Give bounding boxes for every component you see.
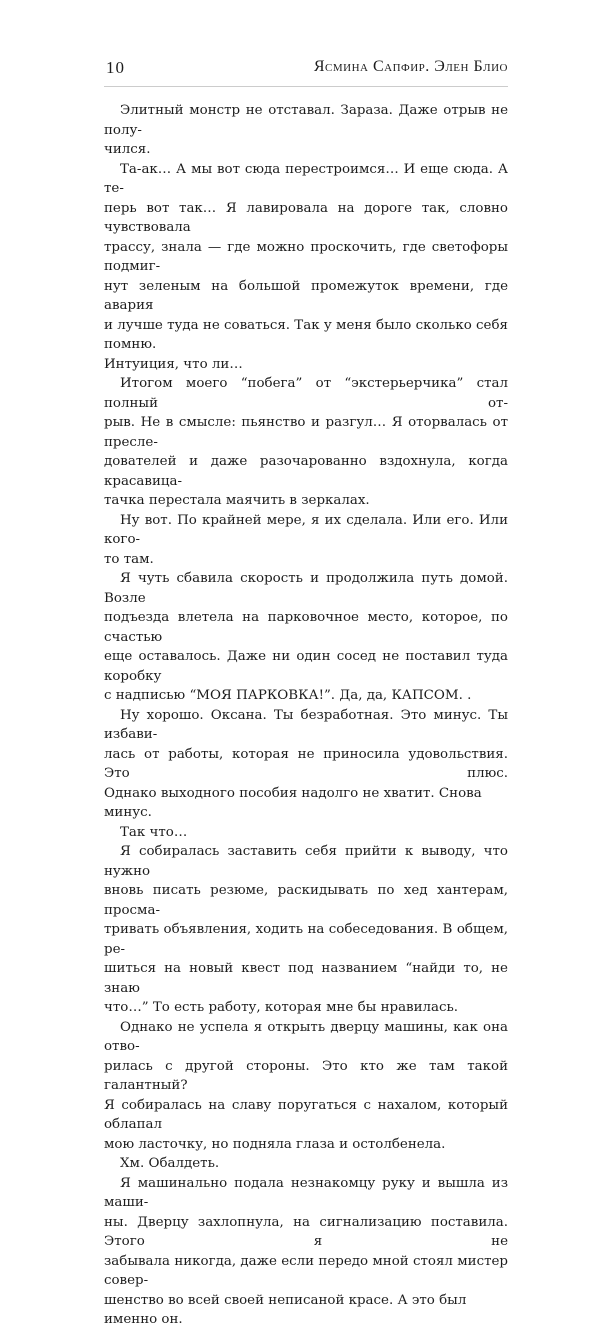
text-line: чился. [104,142,151,157]
text-line: перь вот так… Я лавировала на дороге так, словно чувствовала [104,200,508,235]
text-line: Я собиралась на славу поругаться с нахалом, который облапал [104,1097,508,1132]
text-line: шиться на новый квест под названием “найди то, не знаю [104,961,508,996]
paragraph [104,374,508,511]
text-line: Я чуть сбавила скорость и продолжила путь домой. Возле [104,571,508,606]
text-line: шенство во всей своей неписаной красе. А это был именно он. [104,1292,467,1327]
header-divider [104,86,508,87]
text-line: Элитный монстр не отставал. Зараза. Даже отрыв не полу- [104,103,508,138]
text-line: Однако выходного пособия надолго не хватит. Снова минус. [104,785,482,820]
page-number: 10 [106,58,125,77]
text-line: Ну хорошо. Оксана. Ты безработная. Это минус. Ты избави- [104,707,508,742]
text-line: тривать объявления, ходить на собеседования. В общем, ре- [104,922,508,957]
text-line: вновь писать резюме, раскидывать по хед хантерам, просма- [104,883,508,918]
text-line: Та-ак… А мы вот сюда перестроимся… И еще сюда. А те- [104,161,508,196]
text-line: то там. [104,551,154,567]
text-line: трассу, знала — где можно проскочить, где светофоры подмиг- [104,239,508,274]
text-line: Я машинально подала незнакомцу руку и вышла из маши- [104,1175,508,1210]
text-line: Итогом моего “побега” от “экстерьерчика” стал полный от- [104,376,508,411]
body-text [104,101,508,1330]
paragraph [104,1018,508,1155]
paragraph [104,1154,508,1174]
paragraph [104,706,508,823]
book-authors: Ясмина Сапфир. Элен Блио [313,58,508,75]
text-line: Так что… [120,824,188,840]
text-line: подъезда влетела на парковочное место, которое, по счастью [104,610,508,645]
running-head [106,58,508,80]
text-line: мою ласточку, но подняла глаза и остолбенела. [104,1136,446,1152]
text-line: еще оставалось. Даже ни один сосед не поставил туда коробку [104,649,508,684]
text-line: тачка перестала маячить в зеркалах. [104,493,370,508]
paragraph [104,160,508,375]
text-line: Хм. Обалдеть. [120,1156,220,1171]
text-line: рилась с другой стороны. Это кто же там такой галантный? [104,1058,508,1093]
text-line: рыв. Не в смысле: пьянство и разгул… Я оторвалась от пресле- [104,415,508,450]
text-line: Ну вот. По крайней мере, я их сделала. Или его. Или кого- [104,512,508,547]
text-line: Однако не успела я открыть дверцу машины, как она отво- [104,1019,508,1054]
paragraph [104,1174,508,1330]
paragraph [104,511,508,570]
text-line: Я собиралась заставить себя прийти к выводу, что нужно [104,844,508,879]
text-line: ны. Дверцу захлопнула, на сигнализацию поставила. Этого я не [104,1214,508,1249]
paragraph [104,842,508,1018]
paragraph [104,823,508,843]
text-line: что…” То есть работу, которая мне бы нравилась. [104,1000,459,1015]
text-line: с надписью “МОЯ ПАРКОВКА!”. Да, да, КАПСОМ. . [104,688,472,703]
text-line: дователей и даже разочарованно вздохнула, когда красавица- [104,454,508,489]
text-line: нут зеленым на большой промежуток времени, где авария [104,278,508,313]
text-line: забывала никогда, даже если передо мной стоял мистер совер- [104,1253,508,1288]
text-line: Интуиция, что ли… [104,356,243,372]
text-line: лась от работы, которая не приносила удовольствия. Это плюс. [104,746,508,781]
paragraph [104,101,508,160]
text-line: и лучше туда не соваться. Так у меня было сколько себя помню. [104,317,508,352]
paragraph [104,569,508,706]
